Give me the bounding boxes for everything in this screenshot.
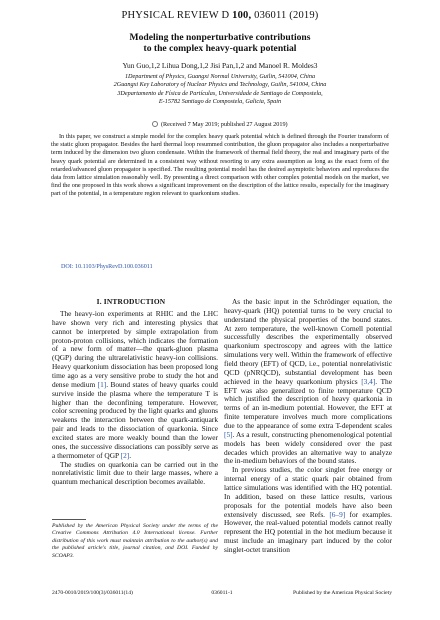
journal-volume: 100, [232, 10, 252, 21]
article-number: 036011 (2019) [254, 10, 319, 21]
citation-link[interactable]: [2] [120, 450, 130, 460]
affiliation-2: 2Guangxi Key Laboratory of Nuclear Physics and Technology, Guilin, 541004, China [113, 81, 327, 89]
affiliation-1: 1Department of Physics, Guangxi Normal University, Guilin, 541004, China [124, 73, 316, 80]
footer-publisher: Published by the American Physical Society [293, 590, 392, 596]
title-line-1: Modeling the nonperturbative contributions [129, 32, 311, 43]
crossmark-icon[interactable] [152, 121, 158, 127]
affiliations [40, 73, 400, 106]
left-column [52, 310, 218, 487]
citation-link[interactable]: [1] [97, 379, 107, 389]
footer-page-number: 036011-1 [211, 590, 233, 596]
intro-paragraph-3: As the basic input in the Schrödinger equation, the heavy-quark (HQ) potential turns to be very crucial to understand the physical properties of the bound states. At zero temperature, the well-known Cornell potential successfully describes the experimentally observed quarkonium spectroscopy and agrees with the lattice simulations very well. Within the framework of effective field theory (EFT) of QCD, i.e., potential nonrelativistic QCD (pNRQCD), substantial development has been achieved in the heavy quarkonium physics [3,4]. The EFT was also generalized to finite temperature QCD which justified the description of heavy quarkonia in terms of an in-medium potential. However, the EFT at finite temperature involves much more complications due to the appearance of some extra T-dependent scales [5]. As a result, constructing phenomenological potential models has been widely considered over the past decades which provides an alternative way to analyze the in-medium behaviors of the bound states. [224, 297, 392, 466]
right-column [224, 298, 392, 555]
affiliation-3: 3Departamento de Física de Partículas, Universidade de Santiago de Compostela, [117, 89, 323, 97]
author-list: Yun Guo,1,2 Lihua Dong,1,2 Jisi Pan,1,2 and Manoel R. Moldes3 [122, 61, 318, 70]
section-heading: I. INTRODUCTION [96, 297, 166, 306]
citation-link[interactable]: [3,4] [361, 376, 376, 386]
affiliation-3-cont: E-15782 Santiago de Compostela, Galicia, Spain [158, 97, 282, 105]
intro-paragraph-2: The studies on quarkonia can be carried out in the nonrelativistic limit due to their large masses, where a quantum mechanical description becomes available. [52, 459, 218, 487]
dates-text: (Received 7 May 2019; published 27 August 2019) [160, 121, 288, 128]
paper-title [40, 32, 400, 54]
abstract-text: In this paper, we construct a simple model for the complex heavy quark potential which is defined through the Fourier transform of the static gluon propagator. Besides the hard thermal loop resummed contribution, the gluon propagator also includes a nonperturbative term induced by the dimension two gluon condensate. Within the framework of thermal field theory, the real and imaginary parts of the heavy quark potential are determined in a consistent way without resorting to any extra assumption as long as the exact form of the retarded/advanced gluon propagator is specified. The resulting potential model has the desired asymptotic behaviors and reproduces the data from lattice simulation reasonably well. By presenting a direct comparison with other complex potential models on the market, we find the one proposed in this work shows a significant improvement on the description of the lattice results, especially for the imaginary part of the potential, in a temperature region relevant to quarkonium studies. [51, 133, 389, 198]
doi-link[interactable]: DOI: 10.1103/PhysRevD.100.036011 [61, 264, 153, 270]
intro-paragraph-1: The heavy-ion experiments at RHIC and the LHC have shown very rich and interesting physics that cannot be interpreted by simple extrapolation from proton-proton collisions, which indicates the formation of a new form of matter—the quark-gluon plasma (QGP) during the ultrarelativistic heavy-ion collisions. Heavy quarkonium dissociation has been proposed long time ago as a very sensitive probe to study the hot and dense medium [1]. Bound states of heavy quarks could survive inside the plasma where the temperature T is higher than the deconfining temperature. However, color screening produced by the light quarks and gluons weakens the interaction between the quark-antiquark pair and leads to the dissociation of quarkonia. Since excited states are more weakly bound than the lower ones, the successive dissociations can possibly serve as a thermometer of QGP [2]. [52, 309, 218, 460]
citation-link[interactable]: [6–9] [329, 509, 346, 519]
journal-header [0, 10, 440, 21]
abstract [51, 133, 389, 199]
footnote-divider [52, 519, 86, 520]
citation-link[interactable]: [5] [224, 429, 233, 439]
license-footnote: Published by the American Physical Society under the terms of the Creative Commons Attribution 4.0 International license. Further distribution of this work must maintain attribution to the author(s) and the published article's title, journal citation, and DOI. Funded by SCOAP3. [52, 523, 218, 559]
journal-name: PHYSICAL REVIEW D [121, 10, 230, 21]
intro-paragraph-4: In previous studies, the color singlet free energy or internal energy of a static quark pair obtained from lattice simulations was identified with the HQ potential. In addition, based on these lattice results, various proposals for the potential models have also been extensively discussed, see Refs. [6–9] for examples. However, the real-valued potential models cannot really represent the HQ potential in the hot medium because it must include an imaginary part induced by the color singlet-octet transition [224, 465, 392, 555]
received-published-dates [0, 121, 440, 128]
title-line-2: to the complex heavy-quark potential [143, 43, 297, 54]
footer-issn: 2470-0010/2019/100(3)/036011(14) [52, 590, 133, 596]
